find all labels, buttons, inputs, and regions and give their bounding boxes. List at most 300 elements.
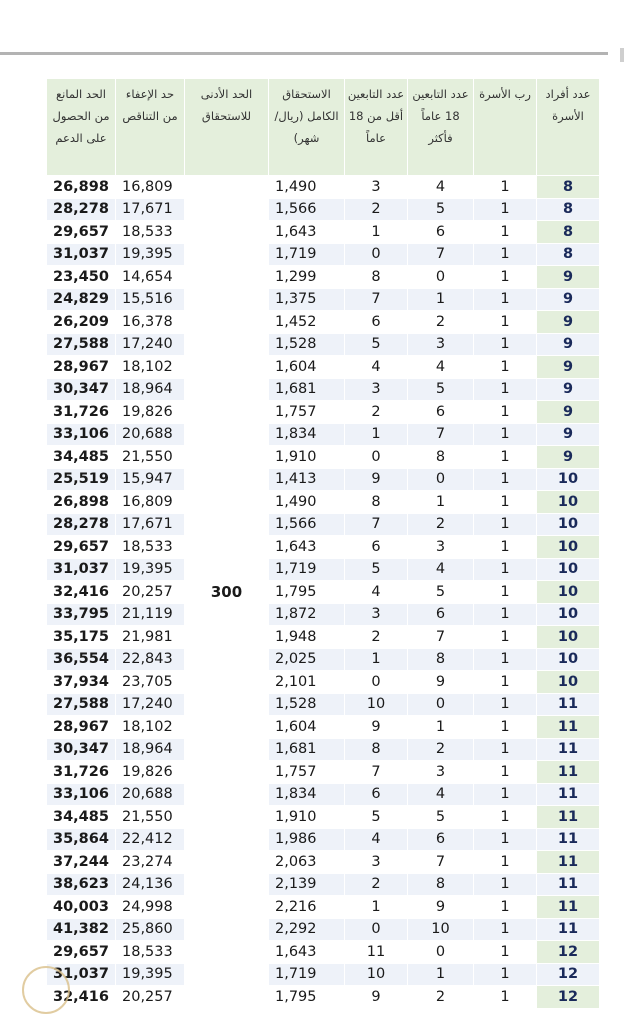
table-row bbox=[47, 716, 600, 739]
cell-family-size: 8 bbox=[537, 243, 600, 266]
cell-full-eligibility: 1,719 bbox=[269, 558, 345, 581]
cell-dependents-adult: 4 bbox=[408, 783, 474, 806]
cell-exemption-limit: 14,654 bbox=[116, 266, 185, 289]
cell-family-size: 9 bbox=[537, 333, 600, 356]
cell-maximum-limit: 33,795 bbox=[47, 603, 116, 626]
eligibility-table bbox=[46, 78, 600, 1009]
cell-maximum-limit: 31,037 bbox=[47, 558, 116, 581]
cell-dependents-adult: 8 bbox=[408, 446, 474, 469]
cell-full-eligibility: 1,566 bbox=[269, 198, 345, 221]
cell-full-eligibility: 2,025 bbox=[269, 648, 345, 671]
cell-dependents-minor: 7 bbox=[345, 513, 408, 536]
cell-maximum-limit: 28,278 bbox=[47, 513, 116, 536]
cell-dependents-minor: 1 bbox=[345, 648, 408, 671]
cell-family-head: 1 bbox=[474, 896, 537, 919]
cell-dependents-adult: 9 bbox=[408, 896, 474, 919]
cell-maximum-limit: 28,967 bbox=[47, 716, 116, 739]
cell-family-size: 11 bbox=[537, 918, 600, 941]
table-row bbox=[47, 918, 600, 941]
cell-dependents-minor: 8 bbox=[345, 266, 408, 289]
cell-family-head: 1 bbox=[474, 176, 537, 199]
cell-dependents-adult: 2 bbox=[408, 513, 474, 536]
cell-family-size: 9 bbox=[537, 288, 600, 311]
cell-full-eligibility: 1,834 bbox=[269, 423, 345, 446]
header-family-head: رب الأسرة bbox=[474, 79, 537, 176]
cell-family-head: 1 bbox=[474, 648, 537, 671]
cell-dependents-adult: 6 bbox=[408, 603, 474, 626]
cell-family-head: 1 bbox=[474, 491, 537, 514]
cell-family-head: 1 bbox=[474, 378, 537, 401]
cell-full-eligibility: 2,139 bbox=[269, 873, 345, 896]
cell-maximum-limit: 27,588 bbox=[47, 333, 116, 356]
cell-family-size: 9 bbox=[537, 266, 600, 289]
cell-family-size: 11 bbox=[537, 873, 600, 896]
cell-dependents-adult: 2 bbox=[408, 986, 474, 1009]
cell-exemption-limit: 18,964 bbox=[116, 378, 185, 401]
cell-full-eligibility: 1,528 bbox=[269, 333, 345, 356]
header-dependents-minor: عدد التابعين أقل من 18 عاماً bbox=[345, 79, 408, 176]
cell-family-head: 1 bbox=[474, 941, 537, 964]
cell-exemption-limit: 19,395 bbox=[116, 243, 185, 266]
cell-maximum-limit: 26,209 bbox=[47, 311, 116, 334]
cell-family-head: 1 bbox=[474, 873, 537, 896]
cell-family-size: 9 bbox=[537, 401, 600, 424]
cell-dependents-minor: 4 bbox=[345, 828, 408, 851]
cell-maximum-limit: 33,106 bbox=[47, 783, 116, 806]
cell-full-eligibility: 1,910 bbox=[269, 446, 345, 469]
cell-full-eligibility: 1,643 bbox=[269, 221, 345, 244]
cell-exemption-limit: 17,240 bbox=[116, 693, 185, 716]
cell-exemption-limit: 15,516 bbox=[116, 288, 185, 311]
cell-dependents-minor: 2 bbox=[345, 198, 408, 221]
header-maximum-limit: الحد المانع من الحصول على الدعم bbox=[47, 79, 116, 176]
cell-exemption-limit: 17,671 bbox=[116, 198, 185, 221]
cell-dependents-adult: 9 bbox=[408, 671, 474, 694]
cell-maximum-limit: 30,347 bbox=[47, 738, 116, 761]
table-row bbox=[47, 896, 600, 919]
cell-family-size: 10 bbox=[537, 581, 600, 604]
cell-family-head: 1 bbox=[474, 851, 537, 874]
table-row bbox=[47, 648, 600, 671]
table-row bbox=[47, 941, 600, 964]
cell-dependents-adult: 1 bbox=[408, 288, 474, 311]
cell-family-head: 1 bbox=[474, 828, 537, 851]
cell-full-eligibility: 1,757 bbox=[269, 401, 345, 424]
cell-dependents-adult: 5 bbox=[408, 378, 474, 401]
cell-family-head: 1 bbox=[474, 356, 537, 379]
cell-maximum-limit: 41,382 bbox=[47, 918, 116, 941]
cell-dependents-adult: 5 bbox=[408, 198, 474, 221]
cell-family-size: 10 bbox=[537, 468, 600, 491]
cell-family-size: 11 bbox=[537, 783, 600, 806]
cell-dependents-minor: 11 bbox=[345, 941, 408, 964]
cell-minimum-eligibility: 300 bbox=[185, 176, 269, 1009]
table-row bbox=[47, 738, 600, 761]
cell-dependents-minor: 3 bbox=[345, 851, 408, 874]
cell-dependents-minor: 2 bbox=[345, 873, 408, 896]
table-row bbox=[47, 333, 600, 356]
cell-dependents-adult: 8 bbox=[408, 648, 474, 671]
cell-maximum-limit: 34,485 bbox=[47, 806, 116, 829]
cell-dependents-minor: 3 bbox=[345, 378, 408, 401]
cell-dependents-adult: 8 bbox=[408, 873, 474, 896]
cell-dependents-adult: 3 bbox=[408, 536, 474, 559]
cell-exemption-limit: 21,550 bbox=[116, 806, 185, 829]
cell-dependents-minor: 9 bbox=[345, 716, 408, 739]
table-row bbox=[47, 806, 600, 829]
cell-full-eligibility: 1,490 bbox=[269, 491, 345, 514]
cell-family-head: 1 bbox=[474, 963, 537, 986]
cell-exemption-limit: 21,119 bbox=[116, 603, 185, 626]
cell-family-head: 1 bbox=[474, 603, 537, 626]
header-dependents-adult: عدد التابعين 18 عاماً فأكثر bbox=[408, 79, 474, 176]
cell-maximum-limit: 35,864 bbox=[47, 828, 116, 851]
cell-maximum-limit: 36,554 bbox=[47, 648, 116, 671]
table-body bbox=[47, 176, 600, 1009]
table-row bbox=[47, 311, 600, 334]
cell-full-eligibility: 2,101 bbox=[269, 671, 345, 694]
table-row bbox=[47, 243, 600, 266]
cell-family-head: 1 bbox=[474, 671, 537, 694]
cell-full-eligibility: 1,757 bbox=[269, 761, 345, 784]
table-row bbox=[47, 783, 600, 806]
table-row bbox=[47, 221, 600, 244]
cell-family-head: 1 bbox=[474, 738, 537, 761]
cell-dependents-minor: 0 bbox=[345, 671, 408, 694]
cell-maximum-limit: 37,244 bbox=[47, 851, 116, 874]
cell-family-size: 11 bbox=[537, 828, 600, 851]
table-row bbox=[47, 423, 600, 446]
cell-family-size: 11 bbox=[537, 716, 600, 739]
cell-maximum-limit: 26,898 bbox=[47, 491, 116, 514]
cell-dependents-minor: 1 bbox=[345, 221, 408, 244]
cell-dependents-minor: 9 bbox=[345, 986, 408, 1009]
cell-family-size: 10 bbox=[537, 671, 600, 694]
cell-family-head: 1 bbox=[474, 266, 537, 289]
cell-maximum-limit: 32,416 bbox=[47, 581, 116, 604]
cell-full-eligibility: 1,795 bbox=[269, 986, 345, 1009]
cell-family-size: 9 bbox=[537, 446, 600, 469]
cell-exemption-limit: 18,533 bbox=[116, 941, 185, 964]
cell-maximum-limit: 29,657 bbox=[47, 941, 116, 964]
cell-dependents-minor: 5 bbox=[345, 333, 408, 356]
cell-family-head: 1 bbox=[474, 783, 537, 806]
cell-maximum-limit: 26,898 bbox=[47, 176, 116, 199]
cell-full-eligibility: 1,872 bbox=[269, 603, 345, 626]
cell-exemption-limit: 15,947 bbox=[116, 468, 185, 491]
cell-full-eligibility: 1,795 bbox=[269, 581, 345, 604]
cell-family-size: 10 bbox=[537, 603, 600, 626]
cell-family-size: 8 bbox=[537, 176, 600, 199]
cell-family-size: 9 bbox=[537, 356, 600, 379]
cell-dependents-adult: 4 bbox=[408, 176, 474, 199]
table-row bbox=[47, 198, 600, 221]
cell-dependents-adult: 6 bbox=[408, 221, 474, 244]
cell-full-eligibility: 1,452 bbox=[269, 311, 345, 334]
cell-dependents-adult: 7 bbox=[408, 626, 474, 649]
cell-full-eligibility: 1,528 bbox=[269, 693, 345, 716]
cell-dependents-adult: 7 bbox=[408, 243, 474, 266]
cell-full-eligibility: 1,719 bbox=[269, 243, 345, 266]
cell-family-head: 1 bbox=[474, 423, 537, 446]
table-row bbox=[47, 446, 600, 469]
cell-exemption-limit: 23,274 bbox=[116, 851, 185, 874]
cell-family-head: 1 bbox=[474, 401, 537, 424]
cell-family-head: 1 bbox=[474, 581, 537, 604]
header-row bbox=[47, 79, 600, 176]
cell-family-head: 1 bbox=[474, 243, 537, 266]
cell-family-head: 1 bbox=[474, 986, 537, 1009]
cell-exemption-limit: 18,964 bbox=[116, 738, 185, 761]
cell-exemption-limit: 22,412 bbox=[116, 828, 185, 851]
cell-maximum-limit: 28,278 bbox=[47, 198, 116, 221]
cell-full-eligibility: 1,375 bbox=[269, 288, 345, 311]
cell-full-eligibility: 1,986 bbox=[269, 828, 345, 851]
cell-dependents-adult: 5 bbox=[408, 581, 474, 604]
cell-family-head: 1 bbox=[474, 333, 537, 356]
cell-exemption-limit: 17,671 bbox=[116, 513, 185, 536]
table-row bbox=[47, 491, 600, 514]
cell-maximum-limit: 29,657 bbox=[47, 536, 116, 559]
cell-dependents-minor: 0 bbox=[345, 243, 408, 266]
cell-full-eligibility: 1,604 bbox=[269, 716, 345, 739]
cell-exemption-limit: 20,688 bbox=[116, 783, 185, 806]
cell-dependents-minor: 1 bbox=[345, 896, 408, 919]
table-row bbox=[47, 176, 600, 199]
cell-family-size: 8 bbox=[537, 198, 600, 221]
cell-family-head: 1 bbox=[474, 716, 537, 739]
header-full-eligibility: الاستحقاق الكامل (ريال/شهر) bbox=[269, 79, 345, 176]
cell-dependents-adult: 5 bbox=[408, 806, 474, 829]
table-row bbox=[47, 513, 600, 536]
page-edge bbox=[620, 48, 624, 62]
table-row bbox=[47, 401, 600, 424]
header-minimum-eligibility: الحد الأدنى للاستحقاق bbox=[185, 79, 269, 176]
table-row bbox=[47, 963, 600, 986]
cell-exemption-limit: 16,809 bbox=[116, 176, 185, 199]
cell-family-head: 1 bbox=[474, 558, 537, 581]
table-row bbox=[47, 626, 600, 649]
cell-full-eligibility: 1,413 bbox=[269, 468, 345, 491]
cell-dependents-minor: 3 bbox=[345, 176, 408, 199]
cell-exemption-limit: 21,981 bbox=[116, 626, 185, 649]
cell-dependents-adult: 6 bbox=[408, 401, 474, 424]
cell-dependents-adult: 0 bbox=[408, 693, 474, 716]
cell-family-head: 1 bbox=[474, 918, 537, 941]
cell-dependents-adult: 3 bbox=[408, 333, 474, 356]
table-row bbox=[47, 828, 600, 851]
cell-exemption-limit: 16,809 bbox=[116, 491, 185, 514]
top-divider bbox=[0, 52, 608, 55]
cell-dependents-adult: 2 bbox=[408, 738, 474, 761]
cell-family-size: 11 bbox=[537, 896, 600, 919]
cell-family-size: 10 bbox=[537, 491, 600, 514]
cell-exemption-limit: 21,550 bbox=[116, 446, 185, 469]
cell-dependents-minor: 7 bbox=[345, 761, 408, 784]
cell-full-eligibility: 1,719 bbox=[269, 963, 345, 986]
cell-family-size: 11 bbox=[537, 806, 600, 829]
cell-exemption-limit: 18,533 bbox=[116, 221, 185, 244]
cell-full-eligibility: 1,643 bbox=[269, 941, 345, 964]
cell-full-eligibility: 2,292 bbox=[269, 918, 345, 941]
cell-dependents-minor: 8 bbox=[345, 491, 408, 514]
cell-dependents-minor: 9 bbox=[345, 468, 408, 491]
cell-maximum-limit: 32,416 bbox=[47, 986, 116, 1009]
cell-maximum-limit: 27,588 bbox=[47, 693, 116, 716]
cell-family-size: 10 bbox=[537, 513, 600, 536]
cell-full-eligibility: 2,216 bbox=[269, 896, 345, 919]
cell-family-head: 1 bbox=[474, 468, 537, 491]
cell-family-size: 11 bbox=[537, 738, 600, 761]
cell-family-head: 1 bbox=[474, 198, 537, 221]
cell-dependents-minor: 4 bbox=[345, 581, 408, 604]
cell-dependents-adult: 6 bbox=[408, 828, 474, 851]
cell-dependents-minor: 4 bbox=[345, 356, 408, 379]
header-family-size: عدد أفراد الأسرة bbox=[537, 79, 600, 176]
cell-dependents-adult: 0 bbox=[408, 468, 474, 491]
table-row bbox=[47, 558, 600, 581]
cell-exemption-limit: 19,395 bbox=[116, 963, 185, 986]
table-row bbox=[47, 873, 600, 896]
cell-family-head: 1 bbox=[474, 446, 537, 469]
cell-family-head: 1 bbox=[474, 761, 537, 784]
cell-maximum-limit: 30,347 bbox=[47, 378, 116, 401]
watermark-seal bbox=[22, 966, 70, 1014]
cell-family-size: 9 bbox=[537, 423, 600, 446]
cell-full-eligibility: 2,063 bbox=[269, 851, 345, 874]
cell-exemption-limit: 16,378 bbox=[116, 311, 185, 334]
table-row bbox=[47, 378, 600, 401]
cell-family-size: 10 bbox=[537, 626, 600, 649]
cell-dependents-minor: 6 bbox=[345, 536, 408, 559]
cell-exemption-limit: 20,688 bbox=[116, 423, 185, 446]
cell-maximum-limit: 40,003 bbox=[47, 896, 116, 919]
cell-dependents-minor: 10 bbox=[345, 963, 408, 986]
cell-full-eligibility: 1,681 bbox=[269, 738, 345, 761]
cell-dependents-adult: 0 bbox=[408, 941, 474, 964]
header-exemption-limit: حد الإعفاء من التناقص bbox=[116, 79, 185, 176]
cell-family-size: 10 bbox=[537, 536, 600, 559]
cell-full-eligibility: 1,604 bbox=[269, 356, 345, 379]
cell-family-head: 1 bbox=[474, 693, 537, 716]
cell-full-eligibility: 1,681 bbox=[269, 378, 345, 401]
cell-family-size: 9 bbox=[537, 311, 600, 334]
cell-dependents-minor: 6 bbox=[345, 311, 408, 334]
cell-exemption-limit: 17,240 bbox=[116, 333, 185, 356]
cell-dependents-minor: 2 bbox=[345, 401, 408, 424]
table-row bbox=[47, 468, 600, 491]
cell-dependents-minor: 5 bbox=[345, 558, 408, 581]
cell-family-head: 1 bbox=[474, 513, 537, 536]
cell-exemption-limit: 20,257 bbox=[116, 986, 185, 1009]
cell-exemption-limit: 24,136 bbox=[116, 873, 185, 896]
cell-dependents-minor: 7 bbox=[345, 288, 408, 311]
table-row bbox=[47, 693, 600, 716]
cell-family-size: 10 bbox=[537, 648, 600, 671]
cell-family-size: 12 bbox=[537, 941, 600, 964]
cell-maximum-limit: 37,934 bbox=[47, 671, 116, 694]
table-row bbox=[47, 581, 600, 604]
cell-family-head: 1 bbox=[474, 536, 537, 559]
cell-dependents-adult: 1 bbox=[408, 963, 474, 986]
cell-dependents-adult: 10 bbox=[408, 918, 474, 941]
cell-maximum-limit: 35,175 bbox=[47, 626, 116, 649]
cell-full-eligibility: 1,299 bbox=[269, 266, 345, 289]
cell-maximum-limit: 28,967 bbox=[47, 356, 116, 379]
cell-dependents-minor: 3 bbox=[345, 603, 408, 626]
cell-full-eligibility: 1,834 bbox=[269, 783, 345, 806]
cell-family-size: 9 bbox=[537, 378, 600, 401]
cell-family-head: 1 bbox=[474, 806, 537, 829]
cell-exemption-limit: 19,826 bbox=[116, 401, 185, 424]
cell-exemption-limit: 19,395 bbox=[116, 558, 185, 581]
cell-dependents-minor: 0 bbox=[345, 446, 408, 469]
cell-exemption-limit: 18,102 bbox=[116, 716, 185, 739]
cell-dependents-adult: 4 bbox=[408, 558, 474, 581]
cell-dependents-adult: 7 bbox=[408, 851, 474, 874]
cell-maximum-limit: 29,657 bbox=[47, 221, 116, 244]
table-row bbox=[47, 356, 600, 379]
cell-exemption-limit: 23,705 bbox=[116, 671, 185, 694]
cell-family-size: 10 bbox=[537, 558, 600, 581]
cell-dependents-adult: 1 bbox=[408, 491, 474, 514]
cell-exemption-limit: 19,826 bbox=[116, 761, 185, 784]
cell-family-head: 1 bbox=[474, 311, 537, 334]
table-row bbox=[47, 986, 600, 1009]
cell-maximum-limit: 31,726 bbox=[47, 761, 116, 784]
cell-maximum-limit: 31,726 bbox=[47, 401, 116, 424]
cell-exemption-limit: 25,860 bbox=[116, 918, 185, 941]
table-row bbox=[47, 603, 600, 626]
cell-exemption-limit: 24,998 bbox=[116, 896, 185, 919]
cell-maximum-limit: 23,450 bbox=[47, 266, 116, 289]
table-row bbox=[47, 266, 600, 289]
cell-dependents-adult: 7 bbox=[408, 423, 474, 446]
cell-maximum-limit: 38,623 bbox=[47, 873, 116, 896]
cell-dependents-adult: 3 bbox=[408, 761, 474, 784]
cell-full-eligibility: 1,948 bbox=[269, 626, 345, 649]
cell-family-head: 1 bbox=[474, 288, 537, 311]
cell-family-size: 11 bbox=[537, 693, 600, 716]
cell-dependents-adult: 4 bbox=[408, 356, 474, 379]
cell-dependents-minor: 8 bbox=[345, 738, 408, 761]
cell-full-eligibility: 1,643 bbox=[269, 536, 345, 559]
cell-family-size: 11 bbox=[537, 851, 600, 874]
cell-maximum-limit: 34,485 bbox=[47, 446, 116, 469]
cell-maximum-limit: 25,519 bbox=[47, 468, 116, 491]
cell-dependents-adult: 2 bbox=[408, 311, 474, 334]
cell-exemption-limit: 18,533 bbox=[116, 536, 185, 559]
table-row bbox=[47, 536, 600, 559]
cell-exemption-limit: 22,843 bbox=[116, 648, 185, 671]
cell-dependents-minor: 10 bbox=[345, 693, 408, 716]
table-row bbox=[47, 851, 600, 874]
cell-dependents-minor: 6 bbox=[345, 783, 408, 806]
table-row bbox=[47, 288, 600, 311]
cell-dependents-minor: 2 bbox=[345, 626, 408, 649]
cell-full-eligibility: 1,910 bbox=[269, 806, 345, 829]
table-row bbox=[47, 761, 600, 784]
cell-maximum-limit: 24,829 bbox=[47, 288, 116, 311]
cell-dependents-minor: 0 bbox=[345, 918, 408, 941]
cell-exemption-limit: 18,102 bbox=[116, 356, 185, 379]
cell-dependents-minor: 5 bbox=[345, 806, 408, 829]
table-row bbox=[47, 671, 600, 694]
cell-maximum-limit: 33,106 bbox=[47, 423, 116, 446]
cell-family-head: 1 bbox=[474, 626, 537, 649]
cell-maximum-limit: 31,037 bbox=[47, 963, 116, 986]
cell-dependents-adult: 1 bbox=[408, 716, 474, 739]
